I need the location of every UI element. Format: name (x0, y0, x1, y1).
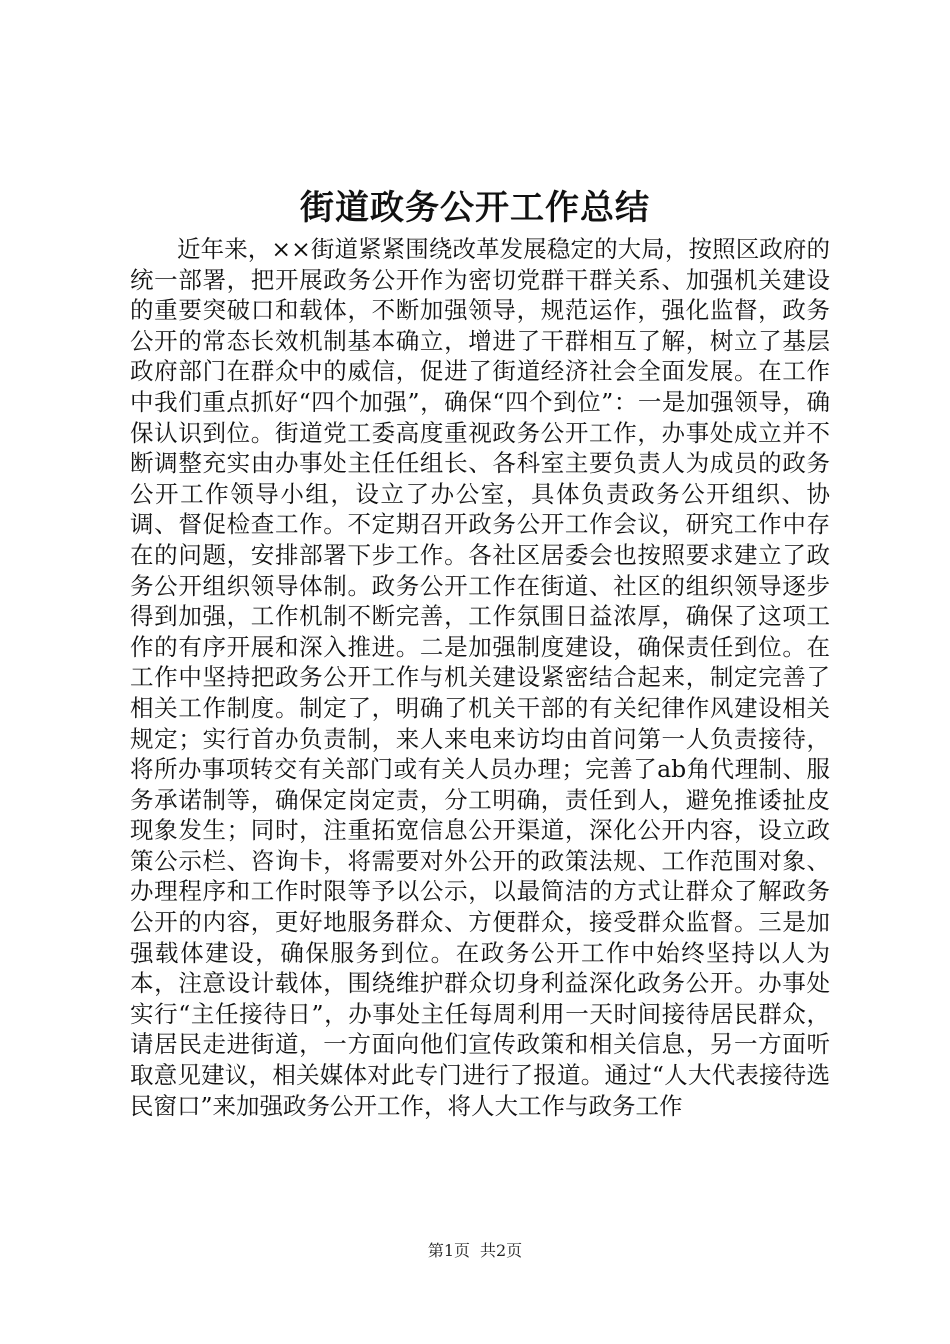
document-title: 街道政务公开工作总结 (300, 188, 650, 228)
page-number-total: 共2页 (480, 1241, 523, 1260)
page-footer (0, 1240, 950, 1262)
document-body-paragraph: 近年来，××街道紧紧围绕改革发展稳定的大局，按照区政府的统一部署，把开展政务公开作为密切党群干群关系、加强机关建设的重要突破口和载体，不断加强领导，规范运作，强化监督，政务公开的常态长效机制基本确立，增进了干群相互了解，树立了基层政府部门在群众中的威信，促进了街道经济社会全面发展。在工作中我们重点抓好“四个加强”，确保“四个到位”：一是加强领导，确保认识到位。街道党工委高度重视政务公开工作，办事处成立并不断调整充实由办事处主任任组长、各科室主要负责人为成员的政务公开工作领导小组，设立了办公室，具体负责政务公开组织、协调、督促检查工作。不定期召开政务公开工作会议，研究工作中存在的问题，安排部署下步工作。各社区居委会也按照要求建立了政务公开组织领导体制。政务公开工作在街道、社区的组织领导逐步得到加强，工作机制不断完善，工作氛围日益浓厚，确保了这项工作的有序开展和深入推进。二是加强制度建设，确保责任到位。在工作中坚持把政务公开工作与机关建设紧密结合起来，制定完善了相关工作制度。制定了，明确了机关干部的有关纪律作风建设相关规定；实行首办负责制，来人来电来访均由首问第一人负责接待，将所办事项转交有关部门或有关人员办理；完善了ab角代理制、服务承诺制等，确保定岗定责，分工明确，责任到人，避免推诿扯皮现象发生；同时，注重拓宽信息公开渠道，深化公开内容，设立政策公示栏、咨询卡，将需要对外公开的政策法规、工作范围对象、办理程序和工作时限等予以公示，以最简洁的方式让群众了解政务公开的内容，更好地服务群众、方便群众，接受群众监督。三是加强载体建设，确保服务到位。在政务公开工作中始终坚持以人为本，注意设计载体，围绕维护群众切身利益深化政务公开。办事处实行“主任接待日”，办事处主任每周利用一天时间接待居民群众，请居民走进街道，一方面向他们宣传政策和相关信息，另一方面听取意见建议，相关媒体对此专门进行了报道。通过“人大代表接待选民窗口”来加强政务公开工作，将人大工作与政务工作 (130, 235, 830, 1120)
page-number-current: 第1页 (427, 1241, 470, 1260)
